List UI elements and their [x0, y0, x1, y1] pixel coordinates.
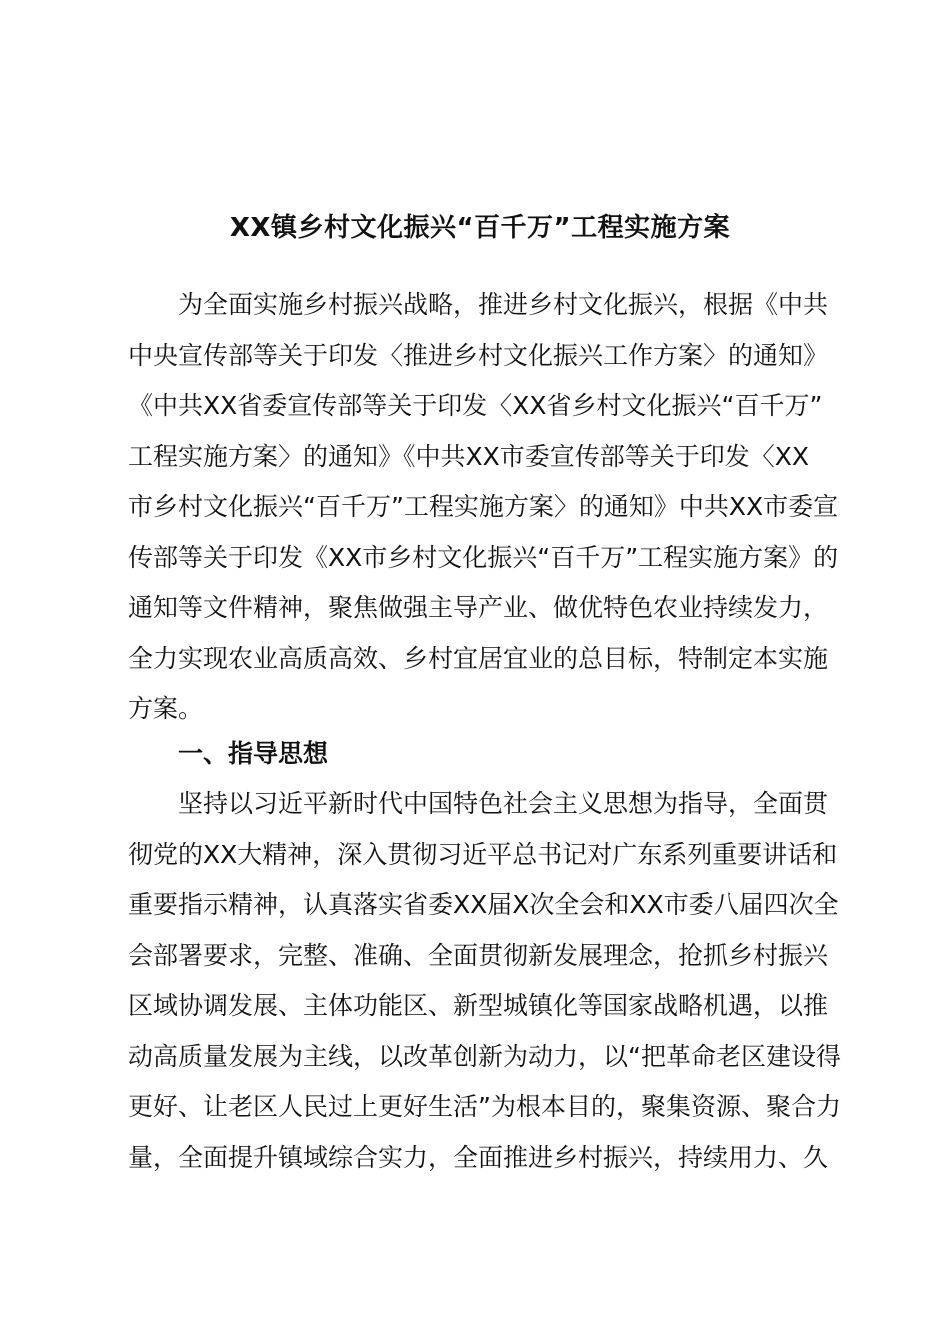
guiding-ideology-paragraph [128, 779, 858, 1183]
paragraph-line: 传部等关于印发《XX市乡村文化振兴“百千万”工程实施方案》的 [128, 542, 839, 572]
paragraph-line: 中央宣传部等关于印发〈推进乡村文化振兴工作方案〉的通知》 [128, 340, 829, 370]
paragraph-line: 彻党的XX大精神，深入贯彻习近平总书记对广东系列重要讲话和 [128, 839, 838, 869]
paragraph-line: 《中共XX省委宣传部等关于印发〈XX省乡村文化振兴“百千万” [128, 391, 823, 420]
paragraph-line: 区域协调发展、主体功能区、新型城镇化等国家战略机遇，以推 [128, 991, 829, 1020]
paragraph-line: 坚持以习近平新时代中国特色社会主义思想为指导，全面贯 [178, 789, 829, 818]
paragraph-line: 会部署要求，完整、准确、全面贯彻新发展理念，抢抓乡村振兴 [128, 940, 829, 970]
paragraph-line: 重要指示精神，认真落实省委XX届X次全会和XX市委八届四次全 [128, 890, 839, 919]
paragraph-line: 更好、让老区人民过上更好生活”为根本目的，聚集资源、聚合力 [128, 1092, 841, 1121]
paragraph-line: 市乡村文化振兴“百千万”工程实施方案〉的通知》中共XX市委宣 [128, 492, 839, 521]
intro-paragraph [128, 280, 858, 735]
paragraph-line: 工程实施方案〉的通知》《中共XX市委宣传部等关于印发〈XX [128, 441, 810, 471]
paragraph-line: 通知等文件精神，聚焦做强主导产业、做优特色农业持续发力， [128, 593, 829, 622]
paragraph-line: 方案。 [128, 694, 204, 723]
paragraph-line: 动高质量发展为主线，以改革创新为动力，以“把革命老区建设得 [128, 1041, 841, 1071]
paragraph-line: 为全面实施乡村振兴战略，推进乡村文化振兴，根据《中共 [178, 290, 829, 319]
section-heading: 一、指导思想 [178, 739, 329, 768]
document-title: XX镇乡村文化振兴“百千万”工程实施方案 [229, 213, 731, 243]
paragraph-line: 全力实现农业高质高效、乡村宜居宜业的总目标，特制定本实施 [128, 643, 829, 673]
paragraph-line: 量，全面提升镇域综合实力，全面推进乡村振兴，持续用力、久 [128, 1142, 829, 1172]
